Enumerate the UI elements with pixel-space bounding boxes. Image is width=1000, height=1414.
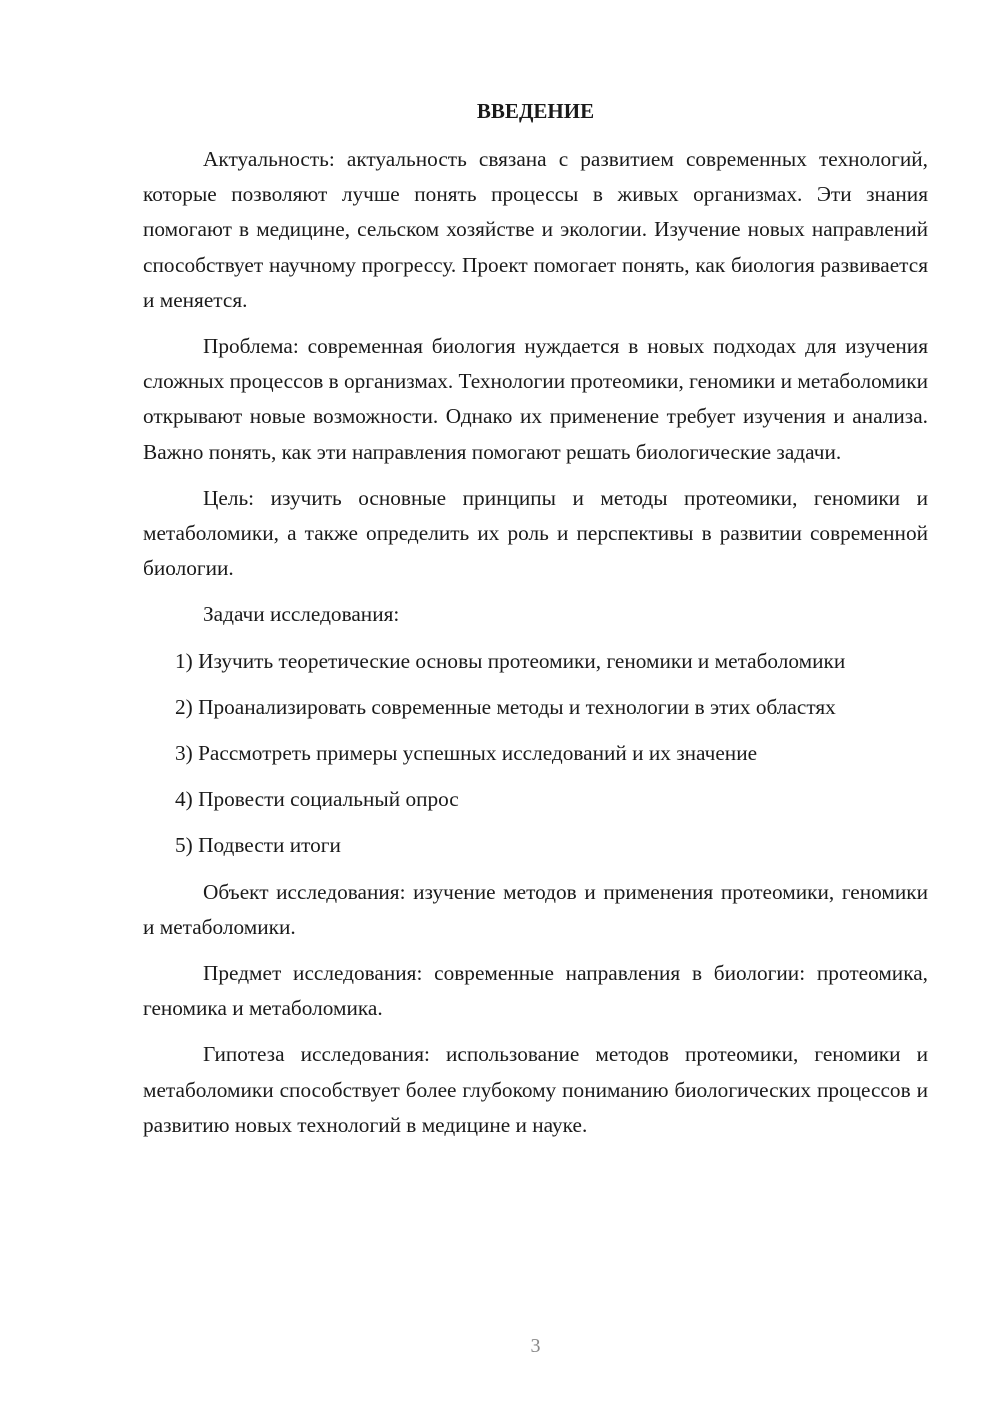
document-body — [143, 142, 928, 1154]
list-item: 1) Изучить теоретические основы протеомики, геномики и метаболомики — [175, 648, 846, 673]
paragraph-hypothesis: Гипотеза исследования: использование методов протеомики, геномики и метаболомики способствует более глубокому пониманию биологических процессов и развитию новых технологий в медицине и науке. — [143, 1042, 928, 1137]
paragraph-object: Объект исследования: изучение методов и применения протеомики, геномики и метаболомики. — [143, 879, 928, 939]
paragraph-subject: Предмет исследования: современные направления в биологии: протеомика, геномика и метаболомика. — [143, 961, 928, 1021]
document-page — [143, 0, 928, 1414]
paragraph-relevance: Актуальность: актуальность связана с развитием современных технологий, которые позволяют лучше понять процессы в живых организмах. Эти знания помогают в медицине, сельском хозяйстве и экологии. Изучение новых направлений способствует научному прогрессу. Проект помогает понять, как биология развивается и меняется. — [143, 147, 928, 312]
list-item: 5) Подвести итоги — [175, 833, 341, 858]
list-item: 2) Проанализировать современные методы и технологии в этих областях — [175, 694, 836, 719]
paragraph-problem: Проблема: современная биология нуждается в новых подходах для изучения сложных процессов в организмах. Технологии протеомики, геномики и метаболомики открывают новые возможности. Однако их применение требует изучения и анализа. Важно понять, как эти направления помогают решать биологические задачи. — [143, 334, 928, 464]
tasks-heading: Задачи исследования: — [203, 602, 400, 627]
list-item: 4) Провести социальный опрос — [175, 787, 459, 812]
page-number: 3 — [530, 1335, 541, 1357]
section-title: ВВЕДЕНИЕ — [476, 99, 595, 123]
list-item: 3) Рассмотреть примеры успешных исследований и их значение — [175, 741, 758, 766]
paragraph-goal: Цель: изучить основные принципы и методы протеомики, геномики и метаболомики, а также определить их роль и перспективы в развитии современной биологии. — [143, 485, 928, 581]
